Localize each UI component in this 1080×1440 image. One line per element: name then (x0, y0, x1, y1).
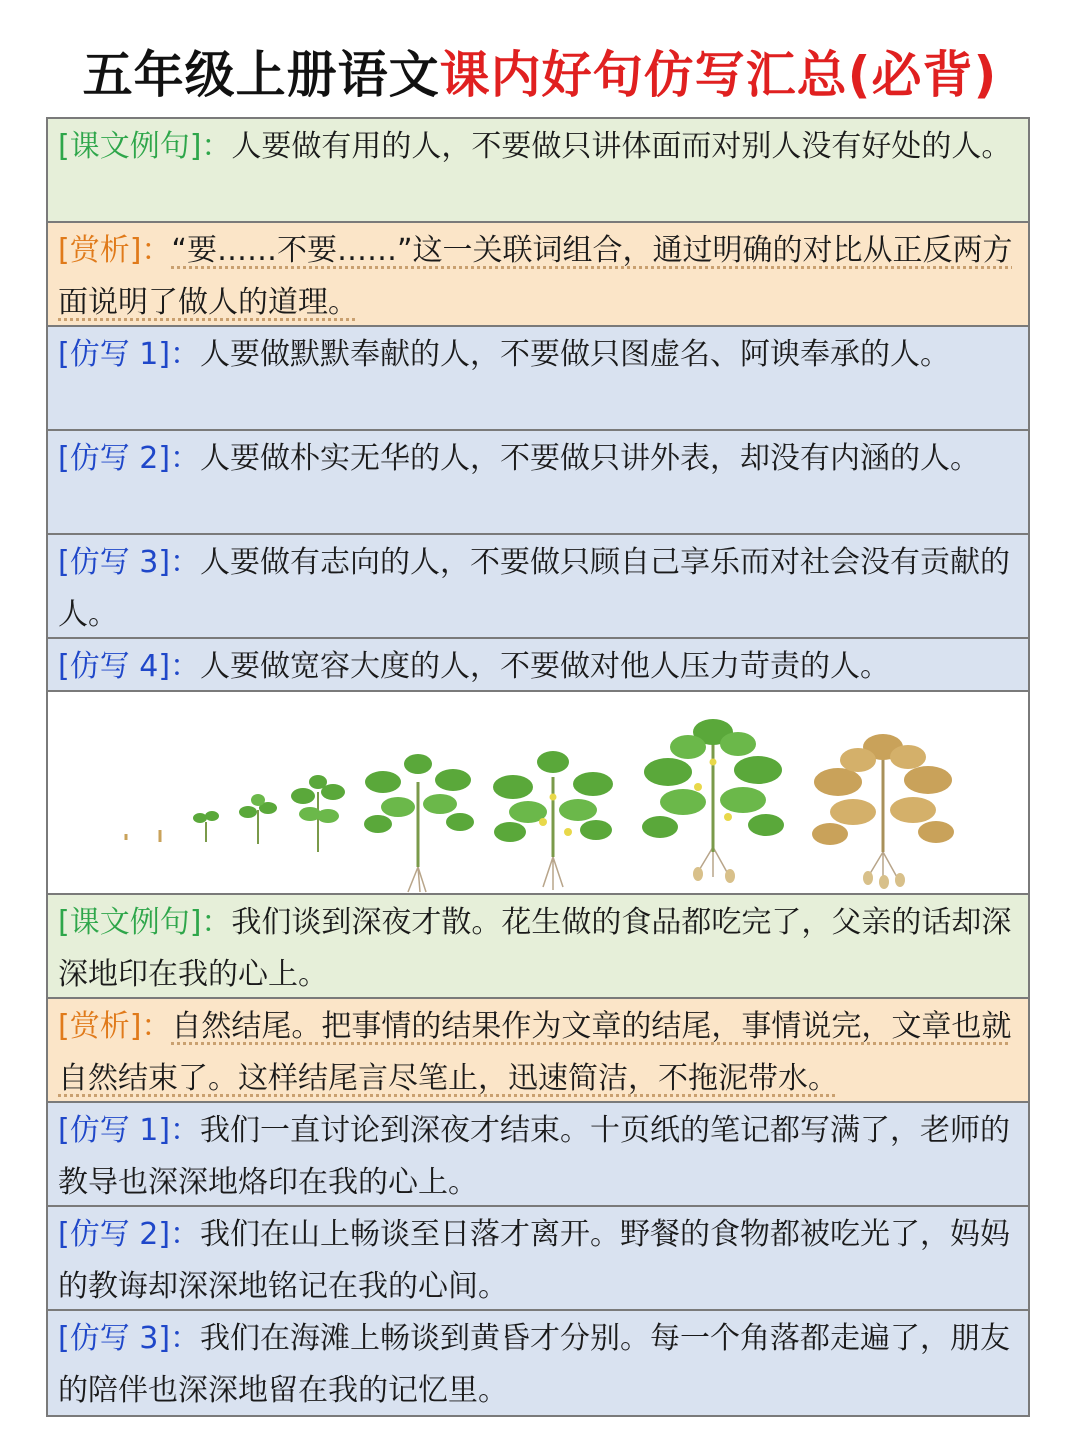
example-label: [课文例句]： (58, 905, 232, 940)
analysis-label: [赏析]： (58, 1009, 172, 1044)
imitation-label: [仿写 4]： (58, 649, 201, 684)
imitation-row (48, 1103, 1028, 1207)
stage-6-flowering-plant (493, 751, 613, 890)
imitation-label: [仿写 2]： (58, 1217, 201, 1252)
example-text: 我们谈到深夜才散。花生做的食品都吃完了，父亲的话却深深地印在我的心上。 (58, 905, 1012, 992)
imitation-row (48, 1207, 1028, 1311)
title-part-2: 课内好句仿写汇总(必背) (439, 46, 998, 104)
content-table (46, 117, 1030, 1417)
stage-1-seed (126, 830, 160, 842)
stage-7-mature-plant (642, 719, 784, 883)
imitation-text: 人要做有志向的人，不要做只顾自己享乐而对社会没有贡献的人。 (58, 545, 1011, 632)
imitation-text: 人要做宽容大度的人，不要做对他人压力苛责的人。 (200, 649, 891, 684)
plant-stages-graphic (48, 692, 1028, 895)
imitation-row (48, 327, 1028, 431)
analysis-row (48, 223, 1028, 327)
page-title (0, 30, 1080, 120)
imitation-label: [仿写 2]： (58, 441, 201, 476)
analysis-text: “要……不要……”这一关联词组合，通过明确的对比从正反两方面说明了做人的道理。 (58, 233, 1013, 320)
stage-8-dried-plant (812, 734, 954, 889)
imitation-row (48, 1311, 1028, 1415)
imitation-text: 我们一直讨论到深夜才结束。十页纸的笔记都写满了，老师的教导也深深地烙印在我的心上。 (58, 1113, 1011, 1200)
stage-5-leafy-plant (364, 754, 474, 892)
title-part-1: 五年级上册语文 (82, 46, 440, 104)
analysis-row (48, 999, 1028, 1103)
imitation-label: [仿写 1]： (58, 337, 201, 372)
example-label: [课文例句]： (58, 129, 232, 164)
analysis-label: [赏析]： (58, 233, 172, 268)
example-row (48, 119, 1028, 223)
analysis-text: 自然结尾。把事情的结果作为文章的结尾，事情说完，文章也就自然结束了。这样结尾言尽笔止，迅速简洁，不拖泥带水。 (58, 1009, 1012, 1096)
example-text: 人要做有用的人，不要做只讲体面而对别人没有好处的人。 (231, 129, 1012, 164)
imitation-text: 人要做默默奉献的人，不要做只图虚名、阿谀奉承的人。 (200, 337, 951, 372)
imitation-label: [仿写 3]： (58, 545, 201, 580)
imitation-text: 我们在海滩上畅谈到黄昏才分别。每一个角落都走遍了，朋友的陪伴也深深地留在我的记忆里。 (58, 1321, 1011, 1408)
imitation-text: 人要做朴实无华的人，不要做只讲外表，却没有内涵的人。 (200, 441, 981, 476)
imitation-row (48, 639, 1028, 692)
stage-4-young-plant (291, 775, 345, 852)
imitation-row (48, 535, 1028, 639)
imitation-label: [仿写 1]： (58, 1113, 201, 1148)
stage-2-sprout (193, 811, 219, 842)
stage-3-seedling (239, 794, 277, 844)
peanut-growth-illustration (48, 692, 1028, 895)
imitation-label: [仿写 3]： (58, 1321, 201, 1356)
imitation-row (48, 431, 1028, 535)
imitation-text: 我们在山上畅谈至日落才离开。野餐的食物都被吃光了，妈妈的教诲却深深地铭记在我的心间。 (58, 1217, 1011, 1304)
example-row (48, 895, 1028, 999)
